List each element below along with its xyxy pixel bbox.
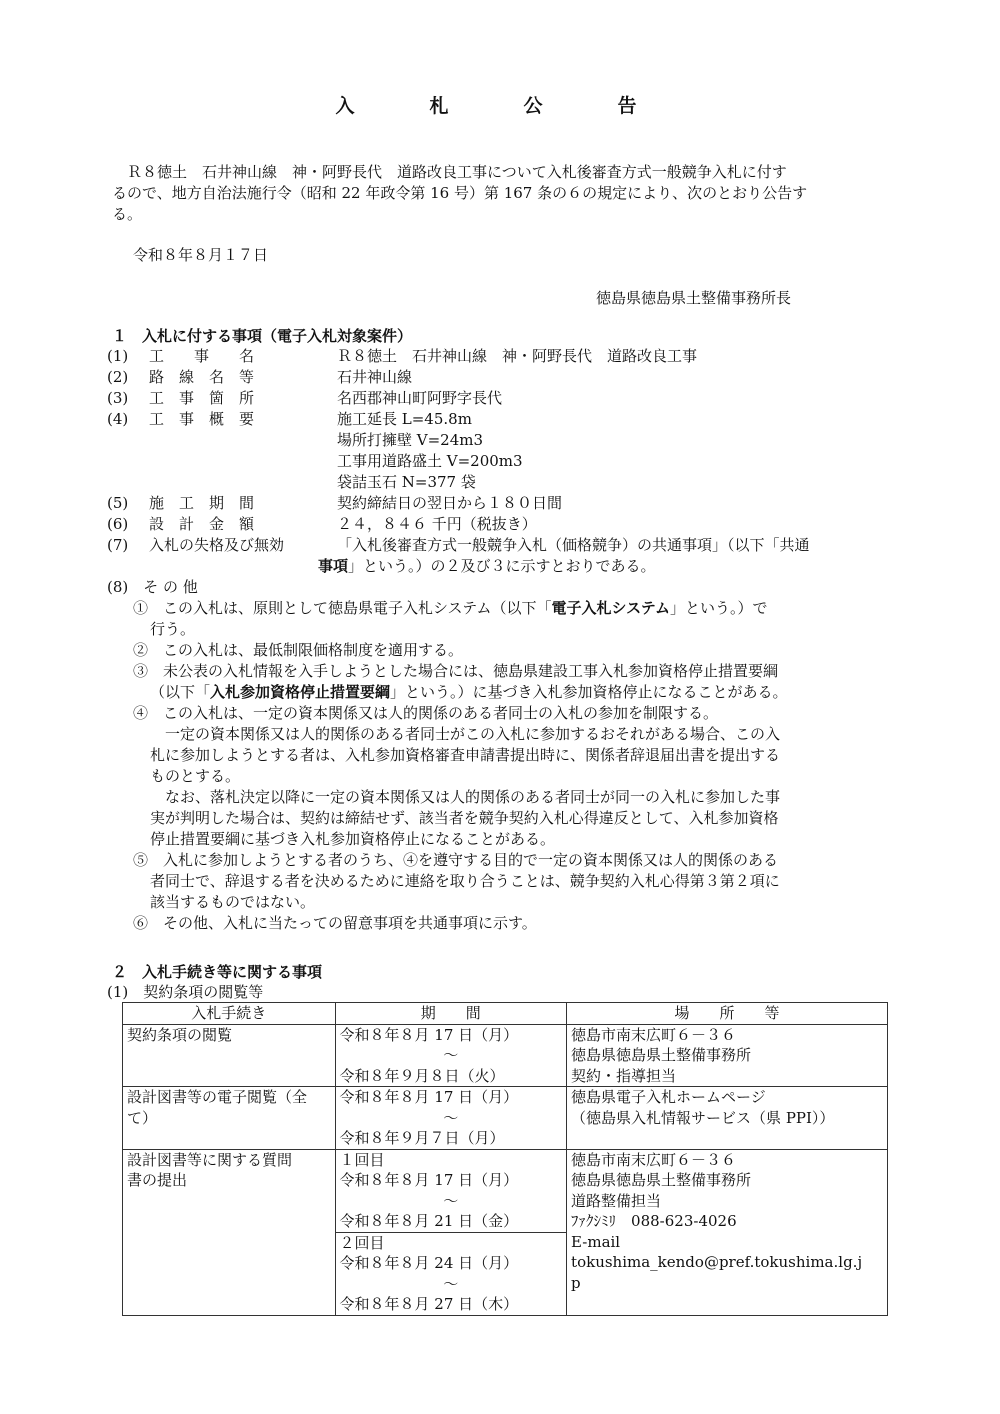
section1-heading: １ 入札に付する事項（電子入札対象案件） bbox=[112, 327, 413, 345]
period-cell: １回目 令和８年８月 17 日（月） ～ 令和８年８月 21 日（金） bbox=[335, 1149, 567, 1232]
other-1: ① この入札は、原則として徳島県電子入札システム（以下「電子入札システム」という。）で bbox=[133, 599, 768, 617]
item-2: (2) 路 線 名 等 石井神山線 bbox=[107, 368, 413, 386]
item-value: 契約締結日の翌日から１８０日間 bbox=[337, 494, 563, 512]
other-1-cont: 行う。 bbox=[150, 620, 196, 638]
item-label: 設 計 金 額 bbox=[149, 515, 255, 533]
item-value: 石井神山線 bbox=[337, 368, 413, 386]
period-cell: 令和８年８月 17 日（月） ～ 令和８年９月７日（月） bbox=[335, 1087, 567, 1150]
other-4-para-4: なお、落札決定以降に一定の資本関係又は人的関係のある者同士が同一の入札に参加した事 bbox=[150, 788, 781, 806]
document-title: 入 札 公 告 bbox=[335, 95, 665, 117]
item-8-label: (8) そ の 他 bbox=[107, 578, 198, 596]
other-4-para-5: 実が判明した場合は、契約は締結せず、該当者を競争契約入札心得違反として、入札参加資格 bbox=[150, 809, 779, 827]
schedule-table bbox=[122, 1002, 888, 1316]
section2-heading: ２ 入札手続き等に関する事項 bbox=[112, 963, 323, 981]
procedure-cell: 設計図書等に関する質問 書の提出 bbox=[123, 1149, 336, 1315]
other-3-cont: （以下「入札参加資格停止措置要綱」という。）に基づき入札参加資格停止になることがある。 bbox=[150, 683, 788, 701]
table-header-row bbox=[123, 1003, 888, 1025]
item-3: (3) 工 事 箇 所 名西郡神山町阿野字長代 bbox=[107, 389, 503, 407]
item-label: 施 工 期 間 bbox=[149, 494, 255, 512]
other-4: ④ この入札は、一定の資本関係又は人的関係のある者同士の入札の参加を制限する。 bbox=[133, 704, 719, 722]
item-label: 工 事 箇 所 bbox=[149, 389, 255, 407]
item-value: 施工延長 L=45.8m bbox=[337, 410, 472, 428]
section2-sub1: (1) 契約条項の閲覧等 bbox=[107, 983, 264, 1001]
item-label: 入札の失格及び無効 bbox=[149, 536, 285, 554]
overview-line-2: 場所打擁壁 V=24m3 bbox=[337, 431, 484, 449]
other-4-para-1: 一定の資本関係又は人的関係のある者同士がこの入札に参加するおそれがある場合、この入 bbox=[150, 725, 781, 743]
other-5: ⑤ 入札に参加しようとする者のうち、④を遵守する目的で一定の資本関係又は人的関係のある bbox=[133, 851, 779, 869]
other-4-para-6: 停止措置要綱に基づき入札参加資格停止になることがある。 bbox=[150, 830, 556, 848]
item-1: (1) 工 事 名 Ｒ８徳土 石井神山線 神・阿野長代 道路改良工事 bbox=[107, 347, 698, 365]
overview-line-3: 工事用道路盛土 V=200m3 bbox=[337, 452, 523, 470]
item-label: 工 事 概 要 bbox=[149, 410, 255, 428]
item-value: Ｒ８徳土 石井神山線 神・阿野長代 道路改良工事 bbox=[337, 347, 698, 365]
place-cell: 徳島市南末広町６－３６ 徳島県徳島県土整備事務所 契約・指導担当 bbox=[567, 1024, 888, 1087]
place-cell: 徳島県電子入札ホームページ （徳島県入札情報サービス（県 PPI）） bbox=[567, 1087, 888, 1150]
item-value: 「入札後審査方式一般競争入札（価格競争）の共通事項」（以下「共通 bbox=[337, 536, 810, 554]
item-value: 名西郡神山町阿野字長代 bbox=[337, 389, 503, 407]
other-5-cont-2: 該当するものではない。 bbox=[150, 893, 316, 911]
overview-line-4: 袋詰玉石 N=377 袋 bbox=[337, 473, 476, 491]
place-cell: 徳島市南末広町６－３６ 徳島県徳島県土整備事務所 道路整備担当 ﾌｧｸｼﾐﾘ 088-623-4026 E-mail tokushima_kendo@pref.tokushima.lg.j p bbox=[567, 1149, 888, 1315]
other-6: ⑥ その他、入札に当たっての留意事項を共通事項に示す。 bbox=[133, 914, 537, 932]
table-row bbox=[123, 1149, 888, 1232]
item-7-line-2: 事項」という。）の２及び３に示すとおりである。 bbox=[318, 557, 656, 575]
notice-date: 令和８年８月１７日 bbox=[133, 246, 269, 264]
intro-line-1: Ｒ８徳土 石井神山線 神・阿野長代 道路改良工事について入札後審査方式一般競争入札に付す bbox=[112, 163, 787, 181]
table-row bbox=[123, 1087, 888, 1150]
table-row bbox=[123, 1024, 888, 1087]
other-4-para-3: ものとする。 bbox=[150, 767, 241, 785]
procedure-cell: 設計図書等の電子閲覧（全 て） bbox=[123, 1087, 336, 1150]
intro-line-2: るので、地方自治法施行令（昭和 22 年政令第 16 号）第 167 条の６の規定により、次のとおり公告す bbox=[112, 184, 808, 202]
item-6: (6) 設 計 金 額 ２４，８４６ 千円（税抜き） bbox=[107, 515, 537, 533]
other-4-para-2: 札に参加しようとする者は、入札参加資格審査申請書提出時に、関係者辞退届出書を提出する bbox=[150, 746, 781, 764]
item-7: (7) 入札の失格及び無効 「入札後審査方式一般競争入札（価格競争）の共通事項」（以下「共通 bbox=[107, 536, 810, 554]
intro-line-3: る。 bbox=[112, 205, 143, 223]
item-value: ２４，８４６ 千円（税抜き） bbox=[337, 515, 537, 533]
other-2: ② この入札は、最低制限価格制度を適用する。 bbox=[133, 641, 464, 659]
period-cell: 令和８年８月 17 日（月） ～ 令和８年９月８日（火） bbox=[335, 1024, 567, 1087]
item-label: 工 事 名 bbox=[149, 347, 255, 365]
other-3: ③ 未公表の入札情報を入手しようとした場合には、徳島県建設工事入札参加資格停止措置要綱 bbox=[133, 662, 779, 680]
column-header: 期 間 bbox=[335, 1003, 567, 1025]
item-5: (5) 施 工 期 間 契約締結日の翌日から１８０日間 bbox=[107, 494, 563, 512]
item-4: (4) 工 事 概 要 施工延長 L=45.8m bbox=[107, 410, 472, 428]
column-header: 場 所 等 bbox=[567, 1003, 888, 1025]
email-address: tokushima_kendo@pref.tokushima.lg.j bbox=[571, 1253, 863, 1271]
issuer: 徳島県徳島県土整備事務所長 bbox=[596, 289, 792, 307]
procedure-cell: 契約条項の閲覧 bbox=[123, 1024, 336, 1087]
other-5-cont-1: 者同士で、辞退する者を決めるために連絡を取り合うことは、競争契約入札心得第３第２項に bbox=[150, 872, 780, 890]
period-cell: ２回目 令和８年８月 24 日（月） ～ 令和８年８月 27 日（木） bbox=[335, 1232, 567, 1315]
column-header: 入札手続き bbox=[123, 1003, 336, 1025]
item-label: 路 線 名 等 bbox=[149, 368, 255, 386]
